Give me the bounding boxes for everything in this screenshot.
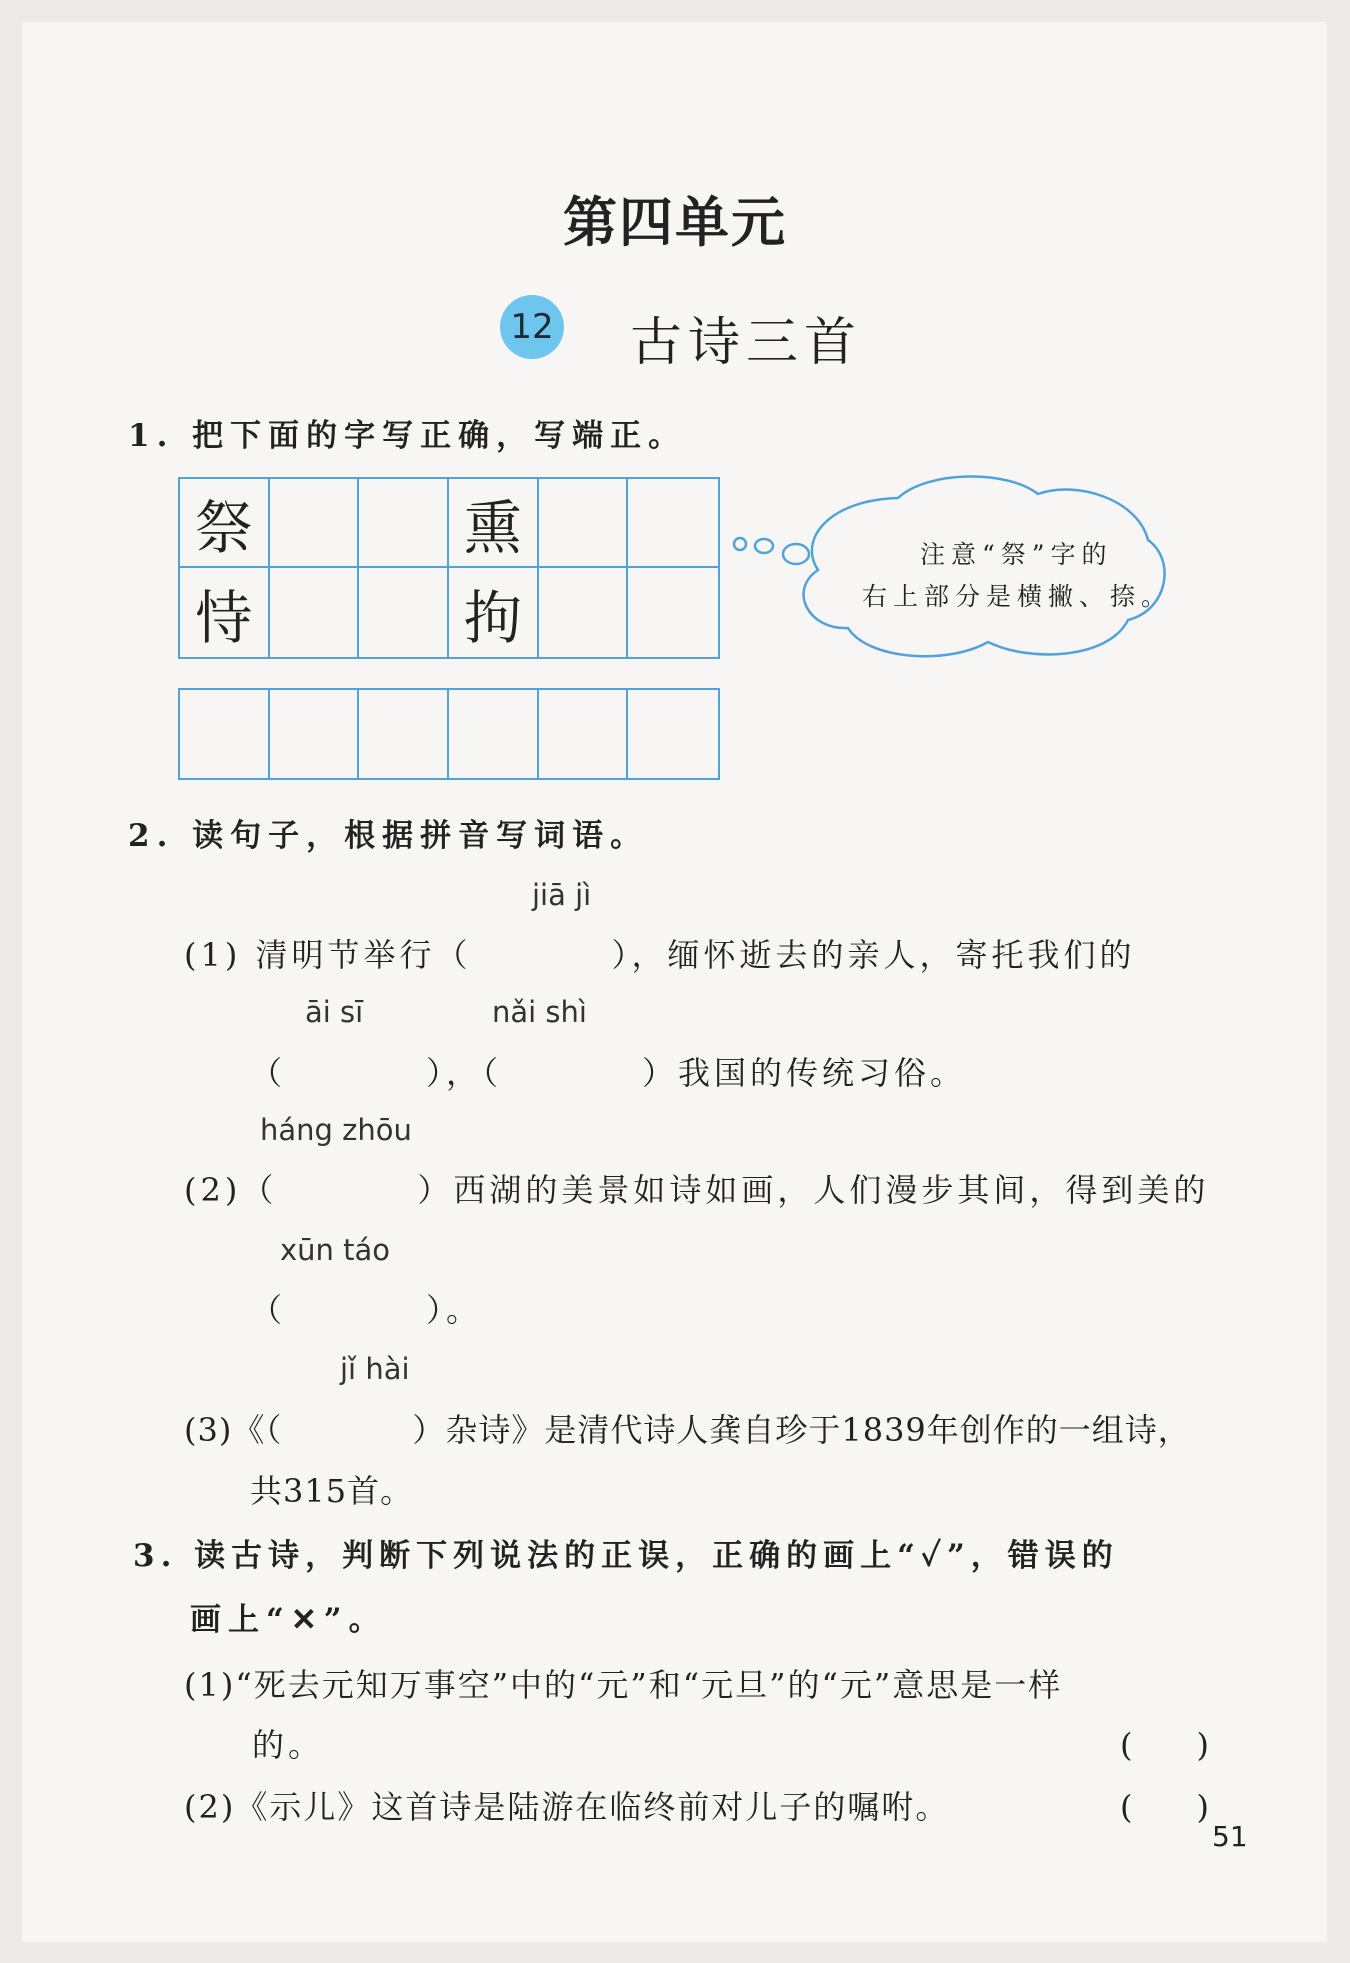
- pinyin-aisi: āi sī: [305, 995, 364, 1029]
- pinyin-jihai: jǐ hài: [340, 1352, 410, 1386]
- sentence-2-prefix: (2)（: [184, 1171, 278, 1209]
- sentence-3-prefix: (3)《（: [184, 1411, 283, 1449]
- grid-cell-blank[interactable]: [359, 568, 449, 657]
- tip-line-1: 注意“祭”字的: [920, 540, 1113, 569]
- sentence-3-line-1: [184, 1405, 1191, 1451]
- sentence-1-suffix: ），缅怀逝去的亲人，寄托我们的: [611, 936, 1136, 974]
- lesson-title: 古诗三首: [630, 313, 863, 373]
- grid-cell-blank[interactable]: [449, 690, 539, 778]
- sentence-1-prefix: (1) 清明节举行（: [184, 936, 472, 974]
- pinyin-xuntao: xūn táo: [280, 1233, 391, 1267]
- page-number: 51: [1212, 1820, 1248, 1853]
- writing-grid-1: [178, 477, 720, 659]
- sentence-1-line-2: [250, 1048, 966, 1094]
- question-2-heading: 2. 读句子，根据拼音写词语。: [128, 818, 649, 854]
- statement-1-line-2: 的。: [252, 1726, 325, 1764]
- grid-cell-blank[interactable]: [628, 479, 718, 568]
- sentence-2-end: ）。: [426, 1291, 483, 1329]
- statement-1-line-1: (1)“死去元知万事空”中的“元”和“元旦”的“元”意思是一样: [184, 1666, 1063, 1704]
- grid-cell-blank[interactable]: [180, 690, 270, 778]
- paren-open: （: [250, 1291, 287, 1329]
- sentence-1-line-1: [184, 930, 1136, 976]
- statement-2: (2)《示儿》这首诗是陆游在临终前对儿子的嘱咐。: [184, 1788, 950, 1826]
- answer-paren-2[interactable]: ( ): [1120, 1788, 1209, 1826]
- question-1-heading: 1. 把下面的字写正确，写端正。: [128, 418, 687, 454]
- sentence-2-line-1: [184, 1165, 1209, 1211]
- grid-cell-blank[interactable]: [539, 479, 629, 568]
- sentence-3-line-2: 共315首。: [250, 1472, 414, 1510]
- grid-cell-blank[interactable]: [359, 690, 449, 778]
- sentence-2-suffix: ）西湖的美景如诗如画，人们漫步其间，得到美的: [417, 1171, 1210, 1209]
- grid-cell-char-2: 恃: [180, 568, 270, 657]
- pinyin-naishi: nǎi shì: [492, 995, 587, 1029]
- grid-cell-char-4: 拘: [449, 568, 539, 657]
- paren-open: （: [250, 1054, 287, 1092]
- grid-cell-char-3: 熏: [449, 479, 539, 568]
- grid-cell-blank[interactable]: [628, 568, 718, 657]
- grid-cell-blank[interactable]: [270, 479, 360, 568]
- pinyin-hangzhou: háng zhōu: [260, 1113, 412, 1147]
- grid-cell-blank[interactable]: [539, 690, 629, 778]
- paren-close-open: ），（: [426, 1054, 503, 1092]
- sentence-3-suffix: ）杂诗》是清代诗人龚自珍于1839年创作的一组诗，: [412, 1411, 1191, 1449]
- unit-title: 第四单元: [563, 190, 787, 254]
- tip-line-2: 右上部分是横撇、捺。: [862, 582, 1173, 611]
- lesson-number-badge: 12: [500, 295, 564, 359]
- answer-paren-1[interactable]: ( ): [1120, 1726, 1209, 1764]
- sentence-1-end: ）我国的传统习俗。: [642, 1054, 967, 1092]
- grid-cell-char-1: 祭: [180, 479, 270, 568]
- grid-cell-blank[interactable]: [359, 479, 449, 568]
- question-3-heading-line-1: 3. 读古诗，判断下列说法的正误，正确的画上“✓”，错误的: [133, 1538, 1119, 1574]
- pinyin-jiaji: jiā jì: [532, 878, 592, 912]
- sentence-2-line-2: [250, 1285, 482, 1331]
- grid-cell-blank[interactable]: [270, 568, 360, 657]
- grid-cell-blank[interactable]: [539, 568, 629, 657]
- writing-grid-2: [178, 688, 720, 780]
- question-3-heading-line-2: 画上“✕”。: [190, 1602, 387, 1638]
- grid-cell-blank[interactable]: [270, 690, 360, 778]
- grid-cell-blank[interactable]: [628, 690, 718, 778]
